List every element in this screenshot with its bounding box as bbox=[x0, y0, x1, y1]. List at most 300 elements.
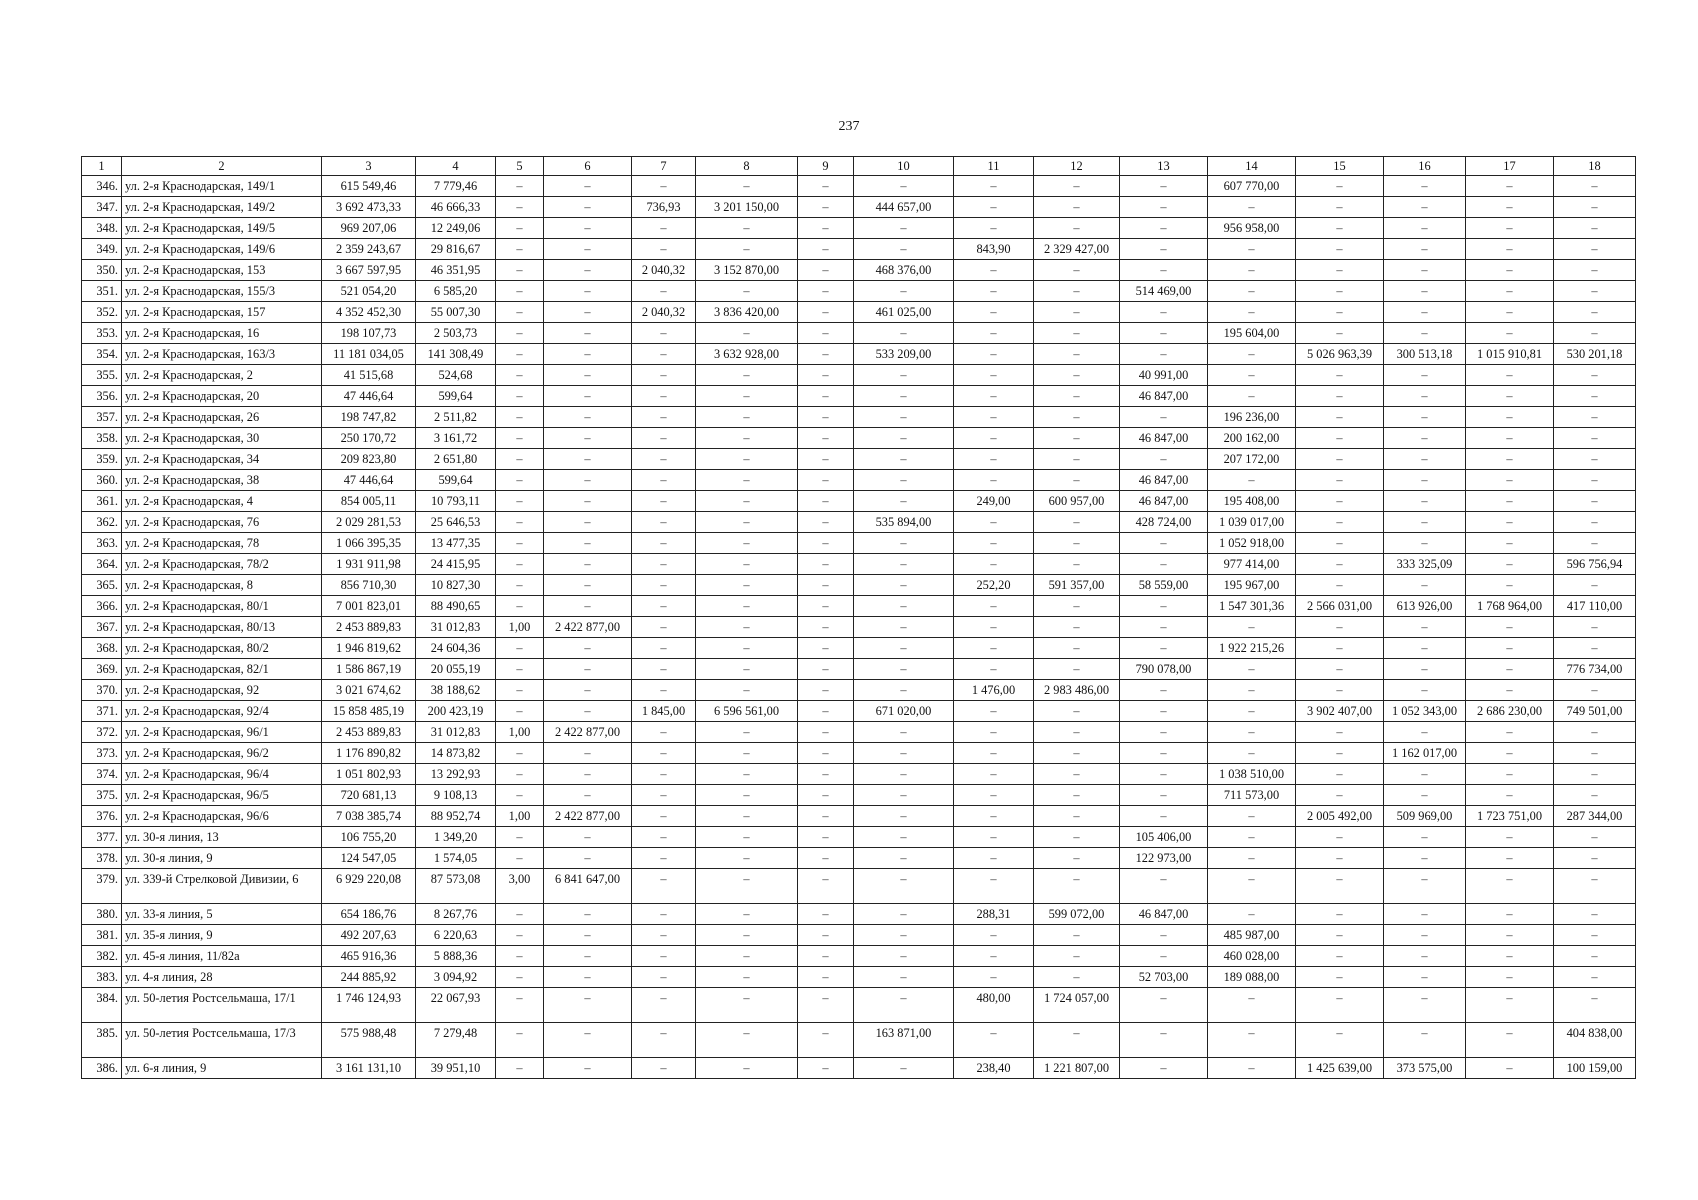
value-cell: 38 188,62 bbox=[416, 680, 496, 701]
value-cell: 607 770,00 bbox=[1208, 176, 1296, 197]
value-cell: 720 681,13 bbox=[322, 785, 416, 806]
value-cell: – bbox=[854, 764, 954, 785]
address-cell: ул. 2-я Краснодарская, 163/3 bbox=[122, 344, 322, 365]
value-cell: – bbox=[1384, 428, 1466, 449]
value-cell: – bbox=[1554, 323, 1636, 344]
value-cell: 2 329 427,00 bbox=[1034, 239, 1120, 260]
value-cell: – bbox=[954, 946, 1034, 967]
value-cell: – bbox=[1296, 281, 1384, 302]
value-cell: – bbox=[1296, 533, 1384, 554]
value-cell: – bbox=[1208, 722, 1296, 743]
value-cell: – bbox=[954, 176, 1034, 197]
value-cell: – bbox=[1034, 743, 1120, 764]
value-cell: – bbox=[496, 281, 544, 302]
value-cell: – bbox=[798, 491, 854, 512]
address-cell: ул. 2-я Краснодарская, 96/5 bbox=[122, 785, 322, 806]
value-cell: 250 170,72 bbox=[322, 428, 416, 449]
value-cell: – bbox=[1554, 680, 1636, 701]
table-row bbox=[82, 701, 1636, 722]
value-cell: – bbox=[1120, 925, 1208, 946]
value-cell: 122 973,00 bbox=[1120, 848, 1208, 869]
value-cell: – bbox=[1034, 617, 1120, 638]
value-cell: 3 021 674,62 bbox=[322, 680, 416, 701]
value-cell: – bbox=[544, 946, 632, 967]
value-cell: – bbox=[1384, 512, 1466, 533]
table-row bbox=[82, 764, 1636, 785]
value-cell: – bbox=[1034, 218, 1120, 239]
value-cell: – bbox=[798, 407, 854, 428]
value-cell: – bbox=[798, 946, 854, 967]
value-cell: – bbox=[1296, 785, 1384, 806]
value-cell: – bbox=[798, 764, 854, 785]
value-cell: – bbox=[954, 428, 1034, 449]
value-cell: – bbox=[1554, 512, 1636, 533]
value-cell: 5 888,36 bbox=[416, 946, 496, 967]
value-cell: – bbox=[496, 197, 544, 218]
value-cell: – bbox=[496, 988, 544, 1023]
value-cell: – bbox=[798, 967, 854, 988]
value-cell: – bbox=[1384, 904, 1466, 925]
value-cell: – bbox=[1208, 386, 1296, 407]
row-index: 371. bbox=[82, 701, 122, 722]
value-cell: – bbox=[1466, 946, 1554, 967]
row-index: 348. bbox=[82, 218, 122, 239]
value-cell: 195 967,00 bbox=[1208, 575, 1296, 596]
row-index: 354. bbox=[82, 344, 122, 365]
value-cell: – bbox=[1466, 407, 1554, 428]
column-header: 14 bbox=[1208, 157, 1296, 176]
value-cell: – bbox=[544, 925, 632, 946]
value-cell: 195 604,00 bbox=[1208, 323, 1296, 344]
table-row bbox=[82, 743, 1636, 764]
value-cell: – bbox=[1208, 281, 1296, 302]
value-cell: 207 172,00 bbox=[1208, 449, 1296, 470]
value-cell: 6 585,20 bbox=[416, 281, 496, 302]
value-cell: 615 549,46 bbox=[322, 176, 416, 197]
value-cell: – bbox=[544, 239, 632, 260]
value-cell: 31 012,83 bbox=[416, 617, 496, 638]
table-row bbox=[82, 967, 1636, 988]
value-cell: – bbox=[1034, 428, 1120, 449]
value-cell: – bbox=[496, 428, 544, 449]
value-cell: – bbox=[1296, 491, 1384, 512]
value-cell: 1 052 343,00 bbox=[1384, 701, 1466, 722]
value-cell: – bbox=[1384, 176, 1466, 197]
value-cell: 24 604,36 bbox=[416, 638, 496, 659]
table-row bbox=[82, 302, 1636, 323]
value-cell: – bbox=[1034, 365, 1120, 386]
value-cell: 1 724 057,00 bbox=[1034, 988, 1120, 1023]
value-cell: – bbox=[1466, 302, 1554, 323]
value-cell: – bbox=[954, 533, 1034, 554]
address-cell: ул. 2-я Краснодарская, 149/5 bbox=[122, 218, 322, 239]
value-cell: 13 292,93 bbox=[416, 764, 496, 785]
value-cell: – bbox=[1034, 197, 1120, 218]
value-cell: – bbox=[696, 323, 798, 344]
value-cell: – bbox=[1120, 239, 1208, 260]
value-cell: – bbox=[954, 302, 1034, 323]
column-header: 11 bbox=[954, 157, 1034, 176]
value-cell: 209 823,80 bbox=[322, 449, 416, 470]
value-cell: 460 028,00 bbox=[1208, 946, 1296, 967]
value-cell: 88 952,74 bbox=[416, 806, 496, 827]
value-cell: – bbox=[1034, 386, 1120, 407]
value-cell: 14 873,82 bbox=[416, 743, 496, 764]
value-cell: – bbox=[544, 407, 632, 428]
table-row bbox=[82, 659, 1636, 680]
data-table bbox=[81, 156, 1636, 1079]
address-cell: ул. 45-я линия, 11/82а bbox=[122, 946, 322, 967]
value-cell: 596 756,94 bbox=[1554, 554, 1636, 575]
address-cell: ул. 6-я линия, 9 bbox=[122, 1058, 322, 1079]
address-cell: ул. 2-я Краснодарская, 149/2 bbox=[122, 197, 322, 218]
address-cell: ул. 2-я Краснодарская, 155/3 bbox=[122, 281, 322, 302]
value-cell: – bbox=[544, 1058, 632, 1079]
value-cell: – bbox=[1554, 848, 1636, 869]
address-cell: ул. 35-я линия, 9 bbox=[122, 925, 322, 946]
value-cell: – bbox=[954, 407, 1034, 428]
value-cell: 195 408,00 bbox=[1208, 491, 1296, 512]
table-row bbox=[82, 1058, 1636, 1079]
table-row bbox=[82, 848, 1636, 869]
value-cell: 2 422 877,00 bbox=[544, 617, 632, 638]
value-cell: – bbox=[696, 449, 798, 470]
value-cell: – bbox=[496, 407, 544, 428]
value-cell: – bbox=[1120, 1058, 1208, 1079]
table-row bbox=[82, 197, 1636, 218]
value-cell: – bbox=[496, 827, 544, 848]
value-cell: – bbox=[798, 743, 854, 764]
row-index: 381. bbox=[82, 925, 122, 946]
value-cell: – bbox=[798, 428, 854, 449]
value-cell: – bbox=[1034, 407, 1120, 428]
table-row bbox=[82, 785, 1636, 806]
value-cell: – bbox=[632, 925, 696, 946]
value-cell: – bbox=[1208, 659, 1296, 680]
value-cell: – bbox=[1466, 680, 1554, 701]
value-cell: – bbox=[632, 1058, 696, 1079]
value-cell: – bbox=[798, 323, 854, 344]
value-cell: 1 723 751,00 bbox=[1466, 806, 1554, 827]
value-cell: – bbox=[1466, 925, 1554, 946]
value-cell: 100 159,00 bbox=[1554, 1058, 1636, 1079]
table-row bbox=[82, 533, 1636, 554]
value-cell: – bbox=[954, 722, 1034, 743]
value-cell: – bbox=[1554, 722, 1636, 743]
value-cell: 88 490,65 bbox=[416, 596, 496, 617]
column-header: 7 bbox=[632, 157, 696, 176]
value-cell: 1 476,00 bbox=[954, 680, 1034, 701]
value-cell: – bbox=[1034, 925, 1120, 946]
value-cell: – bbox=[1296, 428, 1384, 449]
value-cell: – bbox=[1296, 659, 1384, 680]
value-cell: – bbox=[696, 743, 798, 764]
value-cell: – bbox=[1384, 925, 1466, 946]
value-cell: – bbox=[696, 988, 798, 1023]
value-cell: – bbox=[696, 365, 798, 386]
value-cell: 9 108,13 bbox=[416, 785, 496, 806]
value-cell: – bbox=[496, 1058, 544, 1079]
value-cell: 2 040,32 bbox=[632, 260, 696, 281]
value-cell: – bbox=[798, 722, 854, 743]
value-cell: – bbox=[1034, 470, 1120, 491]
value-cell: – bbox=[1296, 638, 1384, 659]
value-cell: – bbox=[1120, 323, 1208, 344]
value-cell: – bbox=[632, 491, 696, 512]
value-cell: 31 012,83 bbox=[416, 722, 496, 743]
value-cell: 417 110,00 bbox=[1554, 596, 1636, 617]
value-cell: – bbox=[854, 722, 954, 743]
value-cell: – bbox=[1384, 638, 1466, 659]
value-cell: – bbox=[544, 848, 632, 869]
value-cell: – bbox=[632, 470, 696, 491]
table-row bbox=[82, 904, 1636, 925]
value-cell: – bbox=[1384, 764, 1466, 785]
value-cell: – bbox=[1554, 827, 1636, 848]
value-cell: 288,31 bbox=[954, 904, 1034, 925]
value-cell: 200 423,19 bbox=[416, 701, 496, 722]
value-cell: – bbox=[954, 323, 1034, 344]
value-cell: 530 201,18 bbox=[1554, 344, 1636, 365]
value-cell: – bbox=[798, 575, 854, 596]
value-cell: – bbox=[496, 491, 544, 512]
value-cell: 15 858 485,19 bbox=[322, 701, 416, 722]
value-cell: 22 067,93 bbox=[416, 988, 496, 1023]
value-cell: 3 152 870,00 bbox=[696, 260, 798, 281]
value-cell: 1 922 215,26 bbox=[1208, 638, 1296, 659]
value-cell: – bbox=[798, 596, 854, 617]
value-cell: – bbox=[632, 722, 696, 743]
value-cell: – bbox=[798, 344, 854, 365]
value-cell: – bbox=[1466, 1058, 1554, 1079]
value-cell: – bbox=[632, 743, 696, 764]
value-cell: 1 768 964,00 bbox=[1466, 596, 1554, 617]
row-index: 353. bbox=[82, 323, 122, 344]
value-cell: – bbox=[798, 827, 854, 848]
column-header: 15 bbox=[1296, 157, 1384, 176]
row-index: 363. bbox=[82, 533, 122, 554]
address-cell: ул. 2-я Краснодарская, 78 bbox=[122, 533, 322, 554]
value-cell: 524,68 bbox=[416, 365, 496, 386]
value-cell: 1 038 510,00 bbox=[1208, 764, 1296, 785]
value-cell: – bbox=[1296, 925, 1384, 946]
table-row bbox=[82, 218, 1636, 239]
table-row bbox=[82, 428, 1636, 449]
value-cell: – bbox=[696, 575, 798, 596]
value-cell: – bbox=[1466, 176, 1554, 197]
value-cell: – bbox=[854, 638, 954, 659]
value-cell: 599,64 bbox=[416, 470, 496, 491]
row-index: 362. bbox=[82, 512, 122, 533]
value-cell: 856 710,30 bbox=[322, 575, 416, 596]
table-row bbox=[82, 988, 1636, 1023]
value-cell: – bbox=[1034, 260, 1120, 281]
value-cell: – bbox=[496, 533, 544, 554]
value-cell: 300 513,18 bbox=[1384, 344, 1466, 365]
value-cell: – bbox=[544, 470, 632, 491]
row-index: 349. bbox=[82, 239, 122, 260]
value-cell: – bbox=[696, 904, 798, 925]
value-cell: 2 686 230,00 bbox=[1466, 701, 1554, 722]
value-cell: 163 871,00 bbox=[854, 1023, 954, 1058]
column-header: 1 bbox=[82, 157, 122, 176]
value-cell: – bbox=[1296, 1023, 1384, 1058]
address-cell: ул. 2-я Краснодарская, 149/6 bbox=[122, 239, 322, 260]
value-cell: – bbox=[1034, 596, 1120, 617]
value-cell: – bbox=[854, 449, 954, 470]
table-row bbox=[82, 449, 1636, 470]
value-cell: – bbox=[954, 785, 1034, 806]
value-cell: – bbox=[854, 659, 954, 680]
value-cell: – bbox=[1034, 722, 1120, 743]
value-cell: – bbox=[1296, 988, 1384, 1023]
value-cell: – bbox=[496, 596, 544, 617]
value-cell: – bbox=[1384, 407, 1466, 428]
value-cell: – bbox=[1296, 946, 1384, 967]
table-row bbox=[82, 491, 1636, 512]
value-cell: – bbox=[1466, 491, 1554, 512]
address-cell: ул. 2-я Краснодарская, 80/13 bbox=[122, 617, 322, 638]
value-cell: – bbox=[854, 533, 954, 554]
value-cell: – bbox=[1384, 491, 1466, 512]
value-cell: – bbox=[798, 512, 854, 533]
value-cell: – bbox=[798, 176, 854, 197]
value-cell: – bbox=[544, 988, 632, 1023]
value-cell: – bbox=[544, 428, 632, 449]
table-row bbox=[82, 617, 1636, 638]
value-cell: – bbox=[1120, 260, 1208, 281]
row-index: 369. bbox=[82, 659, 122, 680]
value-cell: – bbox=[1554, 470, 1636, 491]
value-cell: 654 186,76 bbox=[322, 904, 416, 925]
value-cell: 1 051 802,93 bbox=[322, 764, 416, 785]
value-cell: – bbox=[854, 239, 954, 260]
value-cell: – bbox=[632, 967, 696, 988]
value-cell: 29 816,67 bbox=[416, 239, 496, 260]
value-cell: – bbox=[1384, 869, 1466, 904]
table-row bbox=[82, 596, 1636, 617]
table-row bbox=[82, 260, 1636, 281]
table-row bbox=[82, 470, 1636, 491]
value-cell: 7 279,48 bbox=[416, 1023, 496, 1058]
value-cell: – bbox=[544, 218, 632, 239]
value-cell: – bbox=[1384, 281, 1466, 302]
table-row bbox=[82, 806, 1636, 827]
value-cell: – bbox=[696, 386, 798, 407]
value-cell: – bbox=[632, 281, 696, 302]
address-cell: ул. 2-я Краснодарская, 96/2 bbox=[122, 743, 322, 764]
value-cell: – bbox=[632, 946, 696, 967]
value-cell: – bbox=[1384, 967, 1466, 988]
value-cell: – bbox=[632, 1023, 696, 1058]
value-cell: – bbox=[696, 512, 798, 533]
column-header: 12 bbox=[1034, 157, 1120, 176]
address-cell: ул. 2-я Краснодарская, 96/1 bbox=[122, 722, 322, 743]
value-cell: – bbox=[1296, 239, 1384, 260]
value-cell: – bbox=[544, 323, 632, 344]
address-cell: ул. 2-я Краснодарская, 153 bbox=[122, 260, 322, 281]
value-cell: – bbox=[1296, 617, 1384, 638]
row-index: 380. bbox=[82, 904, 122, 925]
column-header: 9 bbox=[798, 157, 854, 176]
value-cell: – bbox=[1034, 806, 1120, 827]
value-cell: – bbox=[1554, 869, 1636, 904]
value-cell: – bbox=[1384, 449, 1466, 470]
value-cell: – bbox=[798, 869, 854, 904]
value-cell: 46 847,00 bbox=[1120, 386, 1208, 407]
value-cell: – bbox=[1120, 722, 1208, 743]
value-cell: – bbox=[632, 848, 696, 869]
value-cell: – bbox=[1296, 575, 1384, 596]
value-cell: – bbox=[1208, 806, 1296, 827]
value-cell: – bbox=[632, 638, 696, 659]
value-cell: – bbox=[544, 764, 632, 785]
value-cell: – bbox=[798, 785, 854, 806]
value-cell: – bbox=[1384, 533, 1466, 554]
value-cell: – bbox=[854, 575, 954, 596]
value-cell: – bbox=[1384, 218, 1466, 239]
row-index: 346. bbox=[82, 176, 122, 197]
value-cell: – bbox=[1384, 659, 1466, 680]
value-cell: – bbox=[854, 743, 954, 764]
value-cell: – bbox=[798, 218, 854, 239]
value-cell: – bbox=[1296, 904, 1384, 925]
value-cell: – bbox=[798, 1023, 854, 1058]
column-header: 2 bbox=[122, 157, 322, 176]
row-index: 357. bbox=[82, 407, 122, 428]
value-cell: – bbox=[1466, 449, 1554, 470]
value-cell: – bbox=[1120, 946, 1208, 967]
value-cell: – bbox=[1554, 302, 1636, 323]
value-cell: – bbox=[632, 512, 696, 533]
value-cell: – bbox=[1120, 806, 1208, 827]
value-cell: – bbox=[1034, 701, 1120, 722]
value-cell: – bbox=[1208, 904, 1296, 925]
value-cell: 2 503,73 bbox=[416, 323, 496, 344]
value-cell: – bbox=[1120, 638, 1208, 659]
value-cell: – bbox=[954, 470, 1034, 491]
column-header: 3 bbox=[322, 157, 416, 176]
row-index: 377. bbox=[82, 827, 122, 848]
value-cell: – bbox=[544, 491, 632, 512]
value-cell: – bbox=[1554, 638, 1636, 659]
value-cell: – bbox=[854, 827, 954, 848]
value-cell: – bbox=[1466, 988, 1554, 1023]
table-row bbox=[82, 869, 1636, 904]
value-cell: 10 793,11 bbox=[416, 491, 496, 512]
value-cell: 591 357,00 bbox=[1034, 575, 1120, 596]
value-cell: – bbox=[1034, 827, 1120, 848]
value-cell: – bbox=[1034, 512, 1120, 533]
value-cell: – bbox=[496, 680, 544, 701]
address-cell: ул. 4-я линия, 28 bbox=[122, 967, 322, 988]
value-cell: – bbox=[696, 659, 798, 680]
value-cell: 46 847,00 bbox=[1120, 491, 1208, 512]
address-cell: ул. 2-я Краснодарская, 4 bbox=[122, 491, 322, 512]
value-cell: 1 039 017,00 bbox=[1208, 512, 1296, 533]
address-cell: ул. 2-я Краснодарская, 20 bbox=[122, 386, 322, 407]
value-cell: – bbox=[1208, 365, 1296, 386]
value-cell: – bbox=[544, 365, 632, 386]
table-row bbox=[82, 512, 1636, 533]
row-index: 374. bbox=[82, 764, 122, 785]
value-cell: – bbox=[632, 596, 696, 617]
value-cell: – bbox=[496, 302, 544, 323]
value-cell: – bbox=[1384, 575, 1466, 596]
value-cell: – bbox=[696, 428, 798, 449]
value-cell: – bbox=[954, 764, 1034, 785]
value-cell: – bbox=[696, 848, 798, 869]
